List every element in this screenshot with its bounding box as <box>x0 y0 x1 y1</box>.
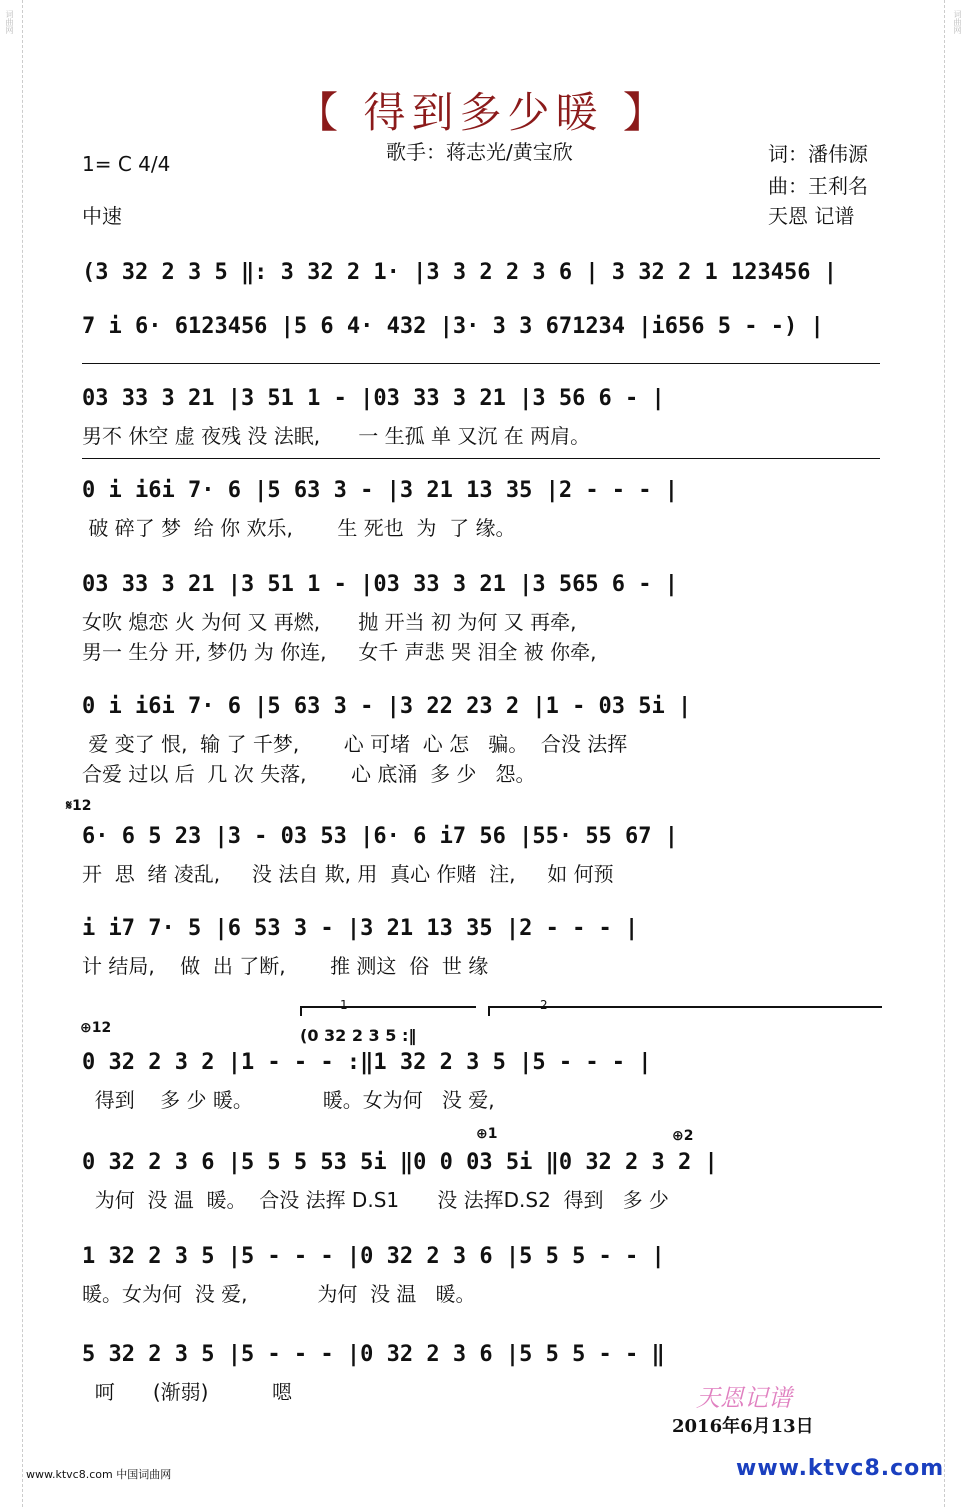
watermark-right: 词曲网 <box>953 10 962 34</box>
transcriber: 天恩 记谱 <box>768 204 855 228</box>
lyric-row-5a: 女吹 熄恋 火 为何 又 再燃, 抛 开当 初 为何 又 再牵, <box>82 610 577 634</box>
volta-bracket-1 <box>300 1006 476 1016</box>
lyric-row-7: 开 思 绪 凌乱, 没 法自 欺, 用 真心 作赌 注, 如 何预 <box>82 862 614 886</box>
tempo: 中速 <box>82 204 122 228</box>
score-row-4: 0 i i6i 7· 6 |5 63 3 - |3 21 13 35 |2 - - - | <box>82 478 679 503</box>
coda1-mark: ⊕1 <box>476 1126 498 1142</box>
score-row-10: 0 32 2 3 6 |5 5 5 53 5i ‖0 0 03 5i ‖0 32 2 3 2 | <box>82 1150 718 1175</box>
volta-rule-1 <box>82 363 880 364</box>
lyric-row-12: 呵 (渐弱) 嗯 <box>82 1380 293 1404</box>
lyric-row-8: 计 结局, 做 出 了断, 推 测这 俗 世 缘 <box>82 954 489 978</box>
lyric-row-9: 得到 多 少 暖。 暖。女为何 没 爱, <box>82 1088 495 1112</box>
singer: 歌手：蒋志光/黄宝欣 <box>386 140 573 164</box>
score-row-3: 03 33 3 21 |3 51 1 - |03 33 3 21 |3 56 6 - | <box>82 386 665 411</box>
right-margin <box>944 0 967 1507</box>
lyric-row-4: 破 碎了 梦 给 你 欢乐, 生 死也 为 了 缘。 <box>82 516 516 540</box>
watermark-left: 词曲网 <box>5 10 14 34</box>
composer: 曲：王利名 <box>768 174 868 198</box>
repeat-phrase: (0 32 2 3 5 :‖ <box>300 1026 417 1045</box>
lyric-row-11: 暖。女为何 没 爱, 为何 没 温 暖。 <box>82 1282 476 1306</box>
volta-number-2: 2 <box>540 998 548 1012</box>
score-row-9: 0 32 2 3 2 |1 - - - :‖1 32 2 3 5 |5 - - - | <box>82 1050 652 1075</box>
left-margin <box>0 0 23 1507</box>
song-title: 【 得到多少暖 】 <box>296 88 671 137</box>
lyric-row-6b: 合爱 过以 后 几 次 失落, 心 底涌 多 少 怨。 <box>82 762 536 786</box>
lyric-row-5b: 男一 生分 开, 梦仍 为 你连, 女千 声悲 哭 泪全 被 你牵, <box>82 640 597 664</box>
volta-number-1: 1 <box>340 998 348 1012</box>
coda2-mark: ⊕2 <box>672 1128 694 1144</box>
lyric-row-3: 男不 休空 虚 夜残 没 法眠, 一 生孤 单 又沉 在 两肩。 <box>82 424 591 448</box>
transcription-date: 2016年6月13日 <box>672 1416 814 1437</box>
score-row-5: 03 33 3 21 |3 51 1 - |03 33 3 21 |3 565 6 - | <box>82 572 679 597</box>
score-row-1: (3 32 2 3 5 ‖: 3 32 2 1· |3 3 2 2 3 6 | 3 32 2 1 123456 | <box>82 260 837 285</box>
lyric-row-6a: 爱 变了 恨, 输 了 千梦, 心 可堵 心 怎 骗。 合没 法挥 <box>82 732 628 756</box>
volta-rule-2 <box>82 458 880 459</box>
score-row-6: 0 i i6i 7· 6 |5 63 3 - |3 22 23 2 |1 - 03 5i | <box>82 694 692 719</box>
coda-mark: ⊕12 <box>80 1020 112 1036</box>
score-row-11: 1 32 2 3 5 |5 - - - |0 32 2 3 6 |5 5 5 - - | <box>82 1244 665 1269</box>
score-row-7: 6· 6 5 23 |3 - 03 53 |6· 6 i7 56 |55· 55 67 | <box>82 824 679 849</box>
footer-site-left[interactable]: www.ktvc8.com 中国词曲网 <box>26 1468 172 1481</box>
score-row-12: 5 32 2 3 5 |5 - - - |0 32 2 3 6 |5 5 5 - - ‖ <box>82 1342 665 1367</box>
score-row-2: 7 i 6· 6123456 |5 6 4· 432 |3· 3 3 671234 |i656 5 - -) | <box>82 314 824 339</box>
score-row-8: i i7 7· 5 |6 53 3 - |3 21 13 35 |2 - - - | <box>82 916 639 941</box>
footer-site-logo[interactable]: www.ktvc8.com <box>736 1456 945 1481</box>
segno-mark: 𝄋12 <box>66 798 92 814</box>
key-signature: 1= C 4/4 <box>82 152 171 176</box>
lyric-row-10: 为何 没 温 暖。 合没 法挥 D.S1 没 法挥D.S2 得到 多 少 <box>82 1188 669 1212</box>
transcriber-stamp: 天恩记谱 <box>696 1384 792 1412</box>
lyricist: 词：潘伟源 <box>768 142 868 166</box>
